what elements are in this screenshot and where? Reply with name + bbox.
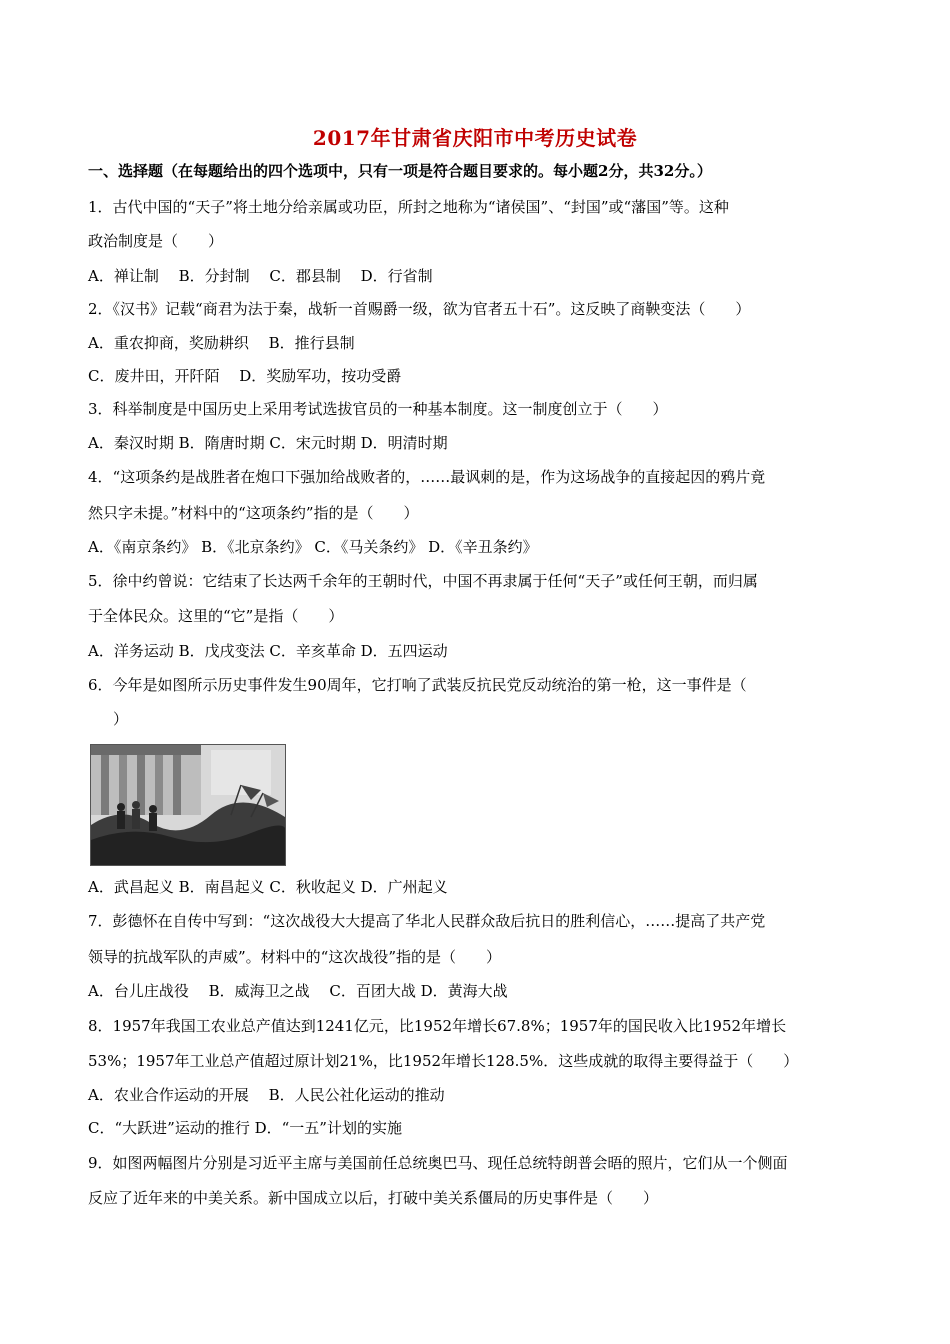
question-9-stem-line-1: 9．如图两幅图片分别是习近平主席与美国前任总统奥巴马、现任总统特朗普会晤的照片，它们从一个侧面: [88, 1154, 788, 1172]
question-7-options: A．台儿庄战役 B．威海卫之战 C．百团大战 D．黄海大战: [88, 982, 508, 1000]
question-3-stem: 3．科举制度是中国历史上采用考试选拔官员的一种基本制度。这一制度创立于（ ）: [88, 400, 668, 418]
question-9-stem-line-2: 反应了近年来的中美关系。新中国成立以后，打破中美关系僵局的历史事件是（ ）: [88, 1189, 659, 1207]
question-8-options-line-2: C．“大跃进”运动的推行 D．“一五”计划的实施: [88, 1119, 402, 1137]
question-6-stem-line-2: ）: [98, 710, 129, 728]
question-7-stem-line-1: 7．彭德怀在自传中写到：“这次战役大大提高了华北人民群众敌后抗日的胜利信心，……提高了共产党: [88, 912, 766, 930]
question-1-stem-line-2: 政治制度是（ ）: [88, 232, 224, 250]
page-title: 2017年甘肃省庆阳市中考历史试卷: [312, 126, 638, 150]
question-5-stem-line-2: 于全体民众。这里的“它”是指（ ）: [88, 607, 344, 625]
question-7-stem-line-2: 领导的抗战军队的声威”。材料中的“这次战役”指的是（ ）: [88, 948, 502, 966]
question-8-stem-line-2: 53%；1957年工业总产值超过原计划21%，比1952年增长128.5%．这些成就的取得主要得益于（ ）: [88, 1052, 799, 1070]
historical-photo-image: [91, 745, 285, 865]
question-2-options-line-1: A．重农抑商，奖励耕织 B．推行县制: [88, 334, 355, 352]
question-4-stem-line-1: 4．“这项条约是战胜者在炮口下强加给战败者的，……最讽刺的是，作为这场战争的直接起因的鸦片竟: [88, 468, 766, 486]
question-8-options-line-1: A．农业合作运动的开展 B．人民公社化运动的推动: [88, 1086, 445, 1104]
question-2-stem: 2．《汉书》记载“商君为法于秦，战斩一首赐爵一级，欲为官者五十石”。这反映了商鞅变法（ ）: [88, 300, 751, 318]
question-8-stem-line-1: 8．1957年我国工农业总产值达到1241亿元，比1952年增长67.8%；1957年的国民收入比1952年增长: [88, 1017, 787, 1035]
question-3-options: A．秦汉时期 B．隋唐时期 C．宋元时期 D．明清时期: [88, 434, 448, 452]
question-2-options-line-2: C．废井田，开阡陌 D．奖励军功，按功受爵: [88, 367, 402, 385]
question-6-stem-line-1: 6．今年是如图所示历史事件发生90周年，它打响了武装反抗民党反动统治的第一枪，这一事件是（: [88, 676, 747, 694]
question-5-options: A．洋务运动 B．戊戌变法 C．辛亥革命 D．五四运动: [88, 642, 448, 660]
nanchang-uprising-photo: [90, 744, 286, 866]
question-1-options: A．禅让制 B．分封制 C．郡县制 D．行省制: [88, 267, 433, 285]
question-1-stem-line-1: 1．古代中国的“天子”将土地分给亲属或功臣，所封之地称为“诸侯国”、“封国”或“藩国”等。这种: [88, 198, 729, 216]
question-6-options: A．武昌起义 B．南昌起义 C．秋收起义 D．广州起义: [88, 878, 448, 896]
section-heading: 一、选择题（在每题给出的四个选项中，只有一项是符合题目要求的。每小题2分，共32分。）: [88, 162, 712, 180]
question-5-stem-line-1: 5．徐中约曾说：它结束了长达两千余年的王朝时代，中国不再隶属于任何“天子”或任何王朝，而归属: [88, 572, 758, 590]
question-4-stem-line-2: 然只字未提。”材料中的“这项条约”指的是（ ）: [88, 504, 419, 522]
question-4-options: A．《南京条约》 B．《北京条约》 C．《马关条约》 D．《辛丑条约》: [88, 538, 538, 556]
